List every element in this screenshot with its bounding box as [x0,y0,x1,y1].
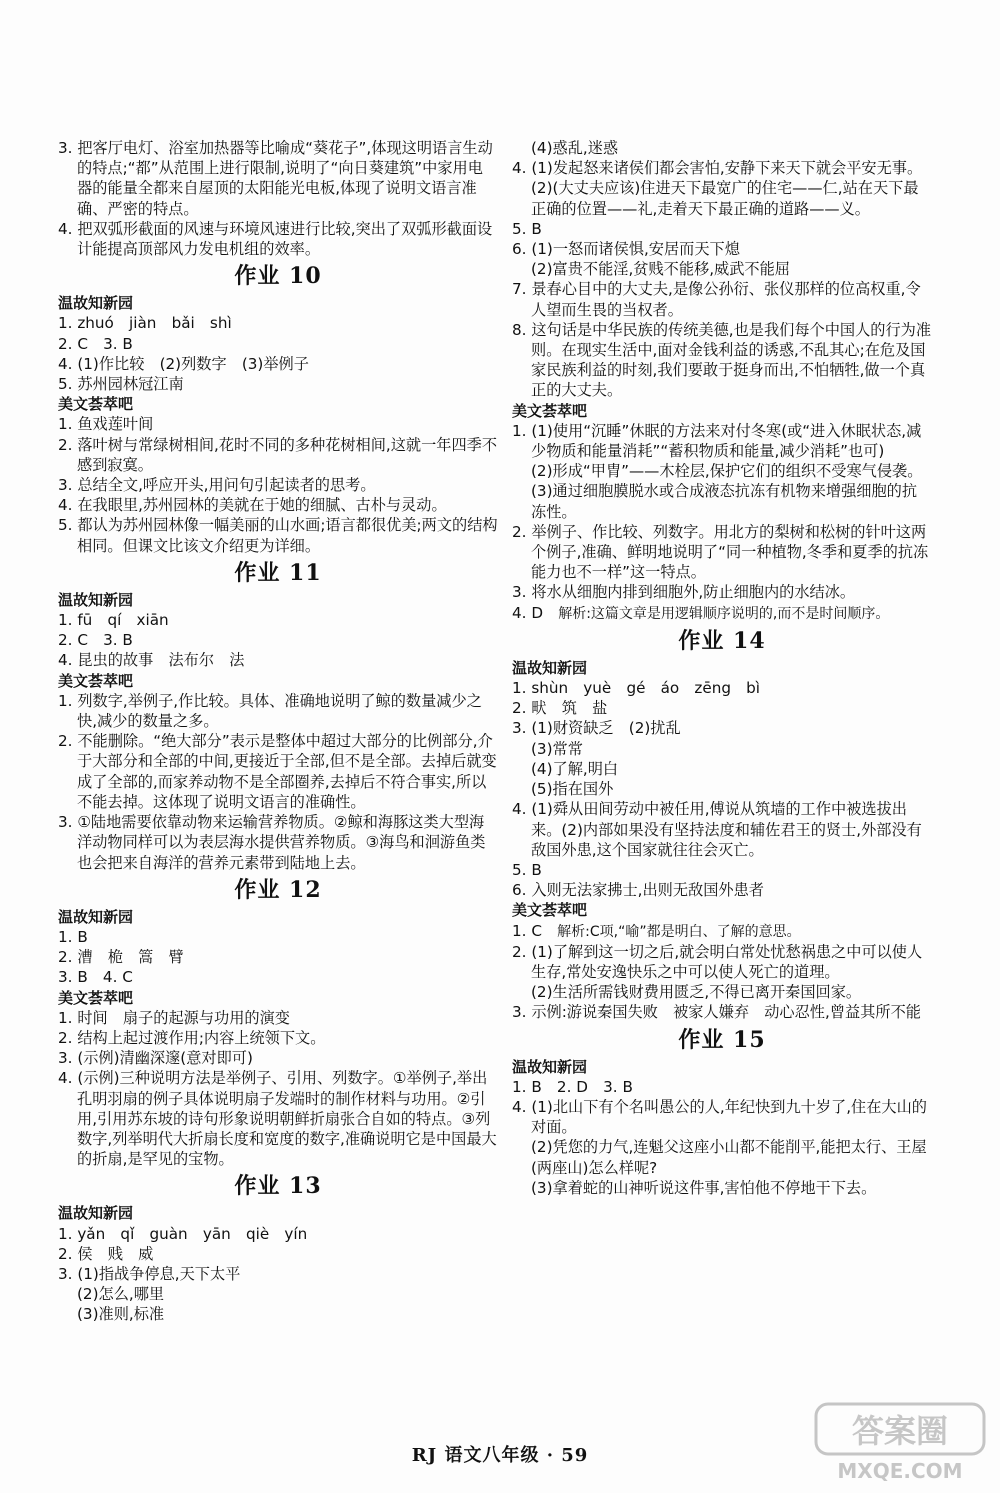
answer-item: 2. 举例子、作比较、列数字。用北方的梨树和松树的针叶这两个例子,准确、鲜明地说明了“同一种植物,冬季和夏季的抗冻能力也不一样”这一特点。 [512,522,929,582]
answer-item: 4. (1)舜从田间劳动中被任用,傅说从筑墙的工作中被选拔出来。(2)内部如果没有坚持法度和辅佐君王的贤士,外部没有敌国外患,这个国家就往往会灭亡。 [512,800,922,859]
answer-item: 3. 总结全文,呼应开头,用问句引起读者的思考。 [58,476,376,495]
answer-item: 2. 侯 贱 威 [58,1244,154,1263]
answer-item: 3. ①陆地需要依靠动物来运输营养物质。②鲸和海豚这类大型海洋动物同样可以为表层海水提供营养物质。③海鸟和洄游鱼类也会把来自海洋的营养元素带到陆地上去。 [58,813,486,872]
answer-item: 1. (1)使用“沉睡”休眠的方法来对付冬寒(或“进入休眠状态,减少物质和能量消耗”“蓄积物质和能量,减少消耗”也可) [512,421,922,461]
assignment-heading: 作业 10 [234,263,322,290]
answer-item: 4. (1)发起怒来诸侯们都会害怕,安静下来天下就会平安无事。 [512,159,923,178]
answer-item: 4. (1)北山下有个名叫愚公的人,年纪快到九十岁了,住在大山的对面。 [512,1097,927,1137]
answer-item: 3. (1)财资缺乏 (2)扰乱 [512,719,681,738]
answer-item: 6. (1)一怒而诸侯惧,安居而天下熄 [512,240,740,259]
answer-item: 6. 入则无法家拂士,出则无敌国外患者 [512,881,764,900]
section-title: 温故知新园 [58,294,134,313]
answer-item: 1. fū qí xiān [58,611,169,630]
answer-item: 3. (示例)清幽深邃(意对即可) [58,1049,253,1068]
answer-subitem: (2)生活所需钱财费用匮乏,不得已离开秦国回家。 [531,983,862,1002]
section-title: 温故知新园 [512,1057,588,1076]
page-footer: RJ 语文八年级 · 59 [411,1445,589,1466]
answer-subitem: (4)了解,明白 [531,759,619,778]
answer-item: 4. (1)作比较 (2)列数字 (3)举例子 [58,354,309,373]
answer-text: 1. C [512,921,558,940]
answer-item [512,603,932,624]
watermark-top: 答案圈 [851,1412,949,1450]
answer-item: 1. yǎn qǐ guàn yān qiè yín [58,1224,308,1243]
answer-item: 4. 在我眼里,苏州园林的美就在于她的细腻、古朴与灵动。 [58,496,447,515]
right-column [512,138,932,1198]
answer-item: 1. zhuó jiàn bǎi shì [58,314,232,333]
answer-subitem: (3)准则,标准 [77,1305,165,1324]
watermark-logo [812,1400,988,1484]
answer-item: 8. 这句话是中华民族的传统美德,也是我们每个中国人的行为准则。在现实生活中,面对金钱利益的诱惑,不乱其心;在危及国家民族利益的时刻,我们要敢于挺身而出,不怕牺牲,做一个真正的大丈夫。 [512,320,932,400]
answer-subitem: (2)(大丈夫应该)住进天下最宽广的住宅——仁,站在天下最正确的位置——礼,走着天下最正确的道路——义。 [531,179,919,218]
answer-subitem: (3)通过细胞膜脱水或合成液态抗冻有机物来增强细胞的抗冻性。 [531,482,918,521]
analysis-note: 解析:C项,“喻”都是明白、了解的意思。 [557,923,801,940]
answer-item: 2. (1)了解到这一切之后,就会明白常处忧愁祸患之中可以使人生存,常处安逸快乐之中可以使人死亡的道理。 [512,942,923,981]
section-title: 温故知新园 [58,907,134,926]
answer-subitem: (2)怎么,哪里 [77,1285,165,1304]
answer-item [512,921,932,942]
answer-item: 2. 结构上起过渡作用;内容上统领下文。 [58,1028,326,1047]
answer-item: 3. B 4. C [58,968,133,987]
answer-text: 4. D [512,603,559,622]
section-title: 温故知新园 [58,590,134,609]
analysis-note: 解析:这篇文章是用逻辑顺序说明的,而不是时间顺序。 [558,605,890,622]
watermark-bottom: MXQE.COM [837,1459,963,1483]
section-title: 美文荟萃吧 [58,395,134,414]
assignment-heading: 作业 11 [234,559,322,586]
answer-item: 4. 昆虫的故事 法布尔 法 [58,651,245,670]
assignment-heading: 作业 14 [678,627,766,654]
answer-item: 2. 落叶树与常绿树相间,花时不同的多种花树相间,这就一年四季不感到寂寞。 [58,435,498,474]
section-title: 美文荟萃吧 [58,988,134,1007]
section-title: 温故知新园 [512,658,588,677]
answer-item: 1. 鱼戏莲叶间 [58,415,154,434]
answer-subitem: (4)惑乱,迷惑 [531,139,619,157]
answer-item: 5. B [512,219,542,238]
answer-item: 2. 畎 筑 盐 [512,699,608,718]
assignment-heading: 作业 12 [234,876,322,903]
answer-item: 4. (示例)三种说明方法是举例子、引用、列数字。①举例子,举出孔明羽扇的例子具体说明扇子发端时的制作材料与功用。②引用,引用苏东坡的诗句形象说明朝鲜折扇张合自如的特点。③列数字,列举明代大折扇长度和宽度的数字,准确说明它是中国最大的折扇,是罕见的宝物。 [58,1069,497,1169]
answer-subitem: (2)形成“甲胄”——木栓层,保护它们的组织不受寒气侵袭。 [531,462,923,481]
answer-item: 2. C 3. B [58,334,133,353]
section-title: 美文荟萃吧 [512,901,588,920]
answer-item: 1. shùn yuè gé áo zēng bì [512,679,761,698]
answer-item: 2. 不能删除。“绝大部分”表示是整体中超过大部分的比例部分,介于大部分和全部的中间,更接近于全部,但不是全部。去掉后就变成了全部的,而家养动物不是全部圈养,去掉后不符合事实,所以不能去掉。这体现了说明文语言的准确性。 [58,732,497,811]
answer-item: 3. 示例:游说秦国失败 被家人嫌弃 动心忍性,曾益其所不能 [512,1003,921,1022]
answer-subitem: (3)常常 [531,739,583,758]
answer-item: 4. 把双弧形截面的风速与环境风速进行比较,突出了双弧形截面设计能提高顶部风力发电机组的效率。 [58,219,493,259]
answer-item: 7. 景春心目中的大丈夫,是像公孙衍、张仪那样的位高权重,令人望而生畏的当权者。 [512,280,921,319]
answer-item: 1. 时间 扇子的起源与功用的演变 [58,1008,290,1027]
answer-subitem: (2)富贵不能淫,贫贱不能移,威武不能屈 [531,260,790,279]
left-column [58,138,498,1325]
answer-subitem: (3)拿着蛇的山神听说这件事,害怕他不停地干下去。 [531,1178,877,1197]
assignment-heading: 作业 15 [678,1026,766,1053]
answer-item: 5. 都认为苏州园林像一幅美丽的山水画;语言都很优美;两文的结构相同。但课文比该文介绍更为详细。 [58,516,498,555]
answer-item: 5. 苏州园林冠江南 [58,375,184,394]
answer-item: 2. 漕 桅 篙 臂 [58,948,184,967]
answer-item: 3. 把客厅电灯、浴室加热器等比喻成“葵花子”,体现这明语言生动的特点;“都”从范围上进行限制,说明了“向日葵建筑”中家用电器的能量全都来自屋顶的太阳能光电板,体现了说明文语言准确、严密的特点。 [58,139,493,218]
answer-item: 5. B [512,860,542,879]
answer-subitem: (2)凭您的力气,连魁父这座小山都不能削平,能把太行、王屋(两座山)怎么样呢? [531,1138,927,1177]
section-title: 美文荟萃吧 [58,671,134,690]
answer-item: 1. B 2. D 3. B [512,1077,633,1096]
answer-item: 3. (1)指战争停息,天下太平 [58,1264,241,1283]
answer-item: 1. B [58,927,88,946]
section-title: 温故知新园 [58,1204,134,1223]
answer-item: 2. C 3. B [58,631,133,650]
answer-item: 3. 将水从细胞内排到细胞外,防止细胞内的水结冰。 [512,583,856,602]
answer-item: 1. 列数字,举例子,作比较。具体、准确地说明了鲸的数量减少之快,减少的数量之多。 [58,691,482,731]
assignment-heading: 作业 13 [234,1173,322,1200]
answer-subitem: (5)指在国外 [531,780,614,799]
section-title: 美文荟萃吧 [512,401,588,420]
